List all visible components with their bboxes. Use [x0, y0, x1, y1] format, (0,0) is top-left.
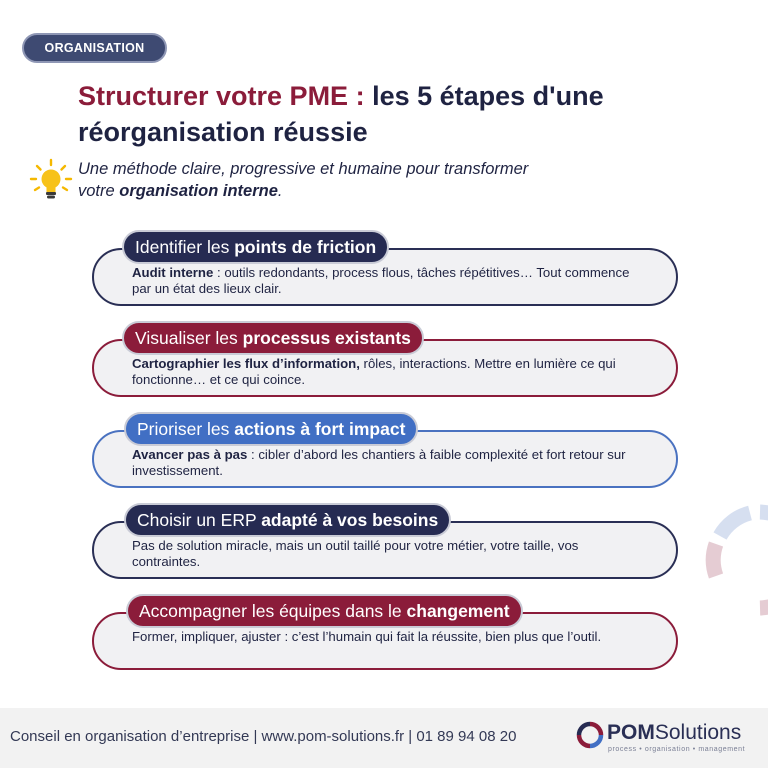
step-1-desc-bold: Audit interne [132, 265, 214, 280]
step-3 [92, 419, 678, 488]
step-1-title [122, 230, 389, 264]
company-logo [575, 718, 760, 758]
step-2-desc-text: rôles, interactions. Mettre en lumière ce qui fonctionne… et ce qui coince. [132, 356, 616, 387]
step-1-title-bold: points de friction [234, 237, 377, 257]
logo-tagline: process • organisation • management [608, 746, 746, 753]
step-5-description [132, 629, 638, 645]
page-title [78, 78, 718, 150]
title-line2: réorganisation réussie [78, 117, 368, 147]
subtitle-line1: Une méthode claire, progressive et humaine pour transformer [78, 160, 529, 178]
step-1-description [132, 265, 638, 297]
cycle-arrows-icon [700, 500, 768, 620]
step-5-title-plain: Accompagner les équipes dans le [139, 601, 407, 621]
step-5-desc-text: Former, impliquer, ajuster : c’est l’humain qui fait la réussite, bien plus que l’outil. [132, 629, 602, 644]
category-tag: ORGANISATION [22, 33, 167, 63]
step-3-description [132, 447, 638, 479]
step-1 [92, 237, 678, 306]
step-2-desc-bold: Cartographier les flux d’information, [132, 356, 360, 371]
subtitle-end: . [277, 182, 283, 200]
step-2-title [122, 321, 424, 355]
subtitle [78, 158, 678, 202]
subtitle-emphasis: organisation interne [119, 182, 278, 200]
step-3-title-bold: actions à fort impact [234, 419, 406, 439]
step-3-title-plain: Prioriser les [137, 419, 235, 439]
step-1-title-plain: Identifier les [135, 237, 235, 257]
step-4-desc-text: Pas de solution miracle, mais un outil taillé pour votre métier, votre taille, vos contraintes. [132, 538, 579, 569]
step-5-title-bold: changement [406, 601, 510, 621]
step-4-title-plain: Choisir un ERP [137, 510, 262, 530]
footer-contact-info: Conseil en organisation d’entreprise | www.pom-solutions.fr | 01 89 94 08 20 [10, 728, 517, 745]
step-2-description [132, 356, 638, 388]
logo-text-bold: POM [607, 721, 655, 744]
step-4-title [124, 503, 451, 537]
step-5-title [126, 594, 523, 628]
step-4-description [132, 538, 638, 570]
step-3-title [124, 412, 418, 446]
title-rest: les 5 étapes d'une [364, 81, 604, 111]
lightbulb-icon [29, 158, 73, 202]
step-3-desc-text: : cibler d’abord les chantiers à faible complexité et fort retour sur investissement. [132, 447, 626, 478]
logo-ring-icon [575, 720, 605, 750]
logo-text-rest: Solutions [654, 721, 742, 744]
step-4 [92, 510, 678, 579]
subtitle-line2-start: votre [78, 182, 120, 200]
logo-text [607, 720, 741, 746]
step-2-title-bold: processus existants [242, 328, 411, 348]
step-5 [92, 601, 678, 670]
step-1-desc-text: : outils redondants, process flous, tâches répétitives… Tout commence par un état des lieux clair. [132, 265, 630, 296]
step-3-desc-bold: Avancer pas à pas [132, 447, 248, 462]
step-2-title-plain: Visualiser les [135, 328, 243, 348]
step-4-title-bold: adapté à vos besoins [261, 510, 439, 530]
title-accent: Structurer votre PME : [78, 81, 365, 111]
step-2 [92, 328, 678, 397]
